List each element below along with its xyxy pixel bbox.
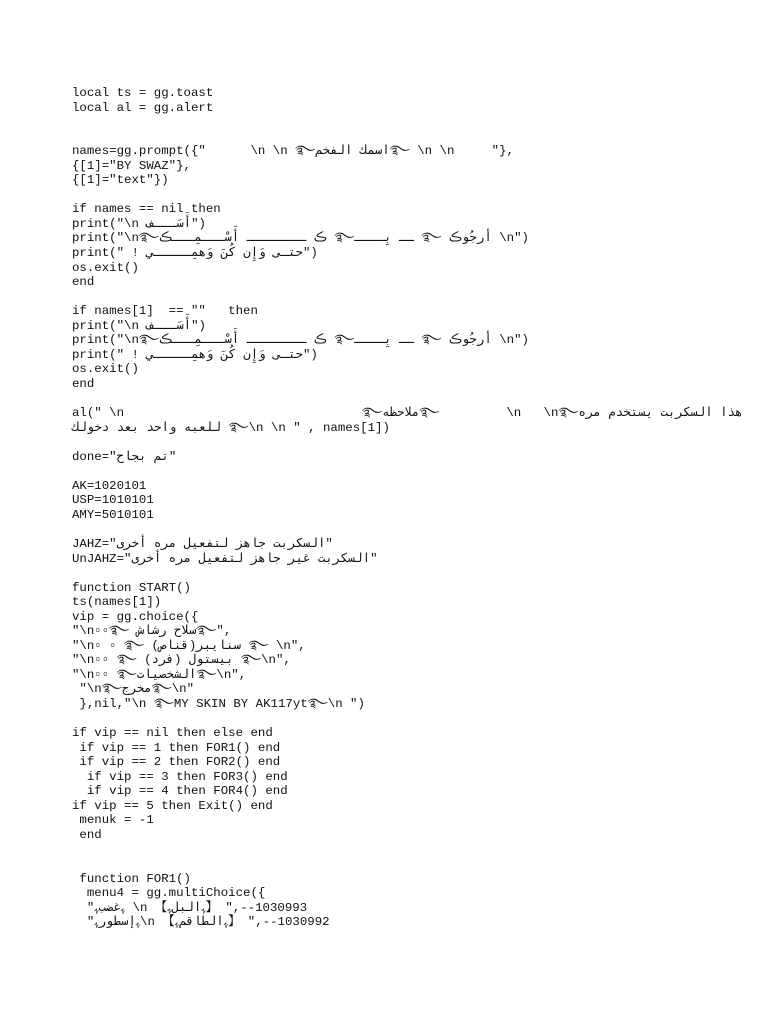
code-line: AK=1020101 [72, 478, 147, 493]
code-line: UnJAHZ="السكربت غير جاهز لتفعيل مره أخرى" [72, 551, 378, 566]
code-line [72, 464, 712, 479]
code-line [72, 522, 712, 537]
code-line: if vip == 2 then FOR2() end [72, 755, 281, 770]
code-line: print("\n أَسَـــف") [72, 216, 206, 231]
code-line: if vip == 1 then FOR1() end [72, 740, 281, 755]
code-line: local al = gg.alert [72, 100, 214, 115]
code-line: menu4 = gg.multiChoice({ [72, 886, 266, 901]
code-line: end [72, 827, 102, 842]
code-line [72, 842, 712, 857]
code-line: menuk = -1 [72, 813, 154, 828]
code-line: {[1]="BY SWAZ"}, [72, 158, 191, 173]
code-line: JAHZ="السكربت جاهز لتفعيل مره أخرى" [72, 536, 333, 551]
code-line: AMY=5010101 [72, 507, 154, 522]
code-line: local ts = gg.toast [72, 86, 214, 100]
code-line: if names == nil then [72, 202, 221, 217]
code-line: if vip == nil then else end [72, 726, 273, 741]
code-line [72, 566, 712, 581]
code-listing [72, 86, 743, 930]
code-line: print("\n أَسَـــف") [72, 318, 206, 333]
code-line: print(" ! حتـى وَإِن كُنَ وَهمِـــــي") [72, 347, 318, 362]
code-line [72, 290, 712, 305]
code-line: al(" \n ࿐ملاحظه࿐ \n \n࿐هذا السكربت يستخدم مره [72, 406, 743, 421]
code-line: print("\n࿐ڪ ــــــــ أَسْـــمِـــڪ ࿐ــ بِــــ ࿐ أرجُوڪ \n") [72, 231, 529, 246]
code-line: end [72, 275, 95, 290]
code-line: end [72, 376, 95, 391]
code-line [72, 857, 712, 872]
code-line: print(" ! حتـى وَإِن كُنَ وَهمِـــــي") [72, 246, 318, 261]
code-line [72, 115, 712, 130]
code-line: os.exit() [72, 260, 139, 275]
code-line: "\n▫▫ ࿐الشخصيات࿐\n", [72, 667, 247, 682]
code-line: if names[1] == "" then [72, 304, 258, 319]
code-line [72, 391, 712, 406]
code-line: if vip == 3 then FOR3() end [72, 769, 288, 784]
code-line: "\n▫▫࿐ سلاح رشاش࿐", [72, 624, 232, 639]
code-line: vip = gg.choice({ [72, 609, 199, 624]
code-line: {[1]="text"}) [72, 173, 169, 188]
code-line: function START() [72, 580, 191, 595]
code-line: ts(names[1]) [72, 595, 162, 610]
code-line: },nil,"\n ࿐MY SKIN BY AK117yt࿐\n ") [72, 696, 365, 711]
code-line: names=gg.prompt({" \n \n ࿐اسمك الفخم࿐ \n \n "}, [72, 144, 514, 159]
code-line: USP=1010101 [72, 493, 154, 508]
code-line: print("\n࿐ڪ ــــــــ أَسْـــمِـــڪ ࿐ــ بِــــ ࿐ أرجُوڪ \n") [72, 333, 529, 348]
code-line: function FOR1() [72, 871, 191, 886]
code-line: "\n▫ ▫ ࿐ سنايبر(قناص) ࿐ \n", [72, 638, 306, 653]
code-line [72, 712, 712, 727]
code-line: للعبه واحد بعد دخولك ࿐\n \n " , names[1]) [72, 420, 390, 435]
code-line: if vip == 5 then Exit() end [72, 798, 273, 813]
code-line: "\n▫▫ ࿐ بيستول (فرد) ࿐\n", [72, 653, 291, 668]
code-line: "\n࿐مخرج࿐\n" [72, 682, 195, 697]
code-line [72, 435, 712, 450]
code-line [72, 188, 712, 203]
code-line: if vip == 4 then FOR4() end [72, 784, 288, 799]
code-line: done="تم بجاح" [72, 449, 177, 464]
code-line [72, 130, 712, 145]
code-line: "ﮩغضبﮩ \n 【ﮩالبلﮩ】 ",--1030993 [72, 900, 308, 915]
code-line: os.exit() [72, 362, 139, 377]
code-line: "ﮩإسطورﮩ\n 【ﮩالطاقمﮩ】 ",--1030992 [72, 915, 330, 930]
